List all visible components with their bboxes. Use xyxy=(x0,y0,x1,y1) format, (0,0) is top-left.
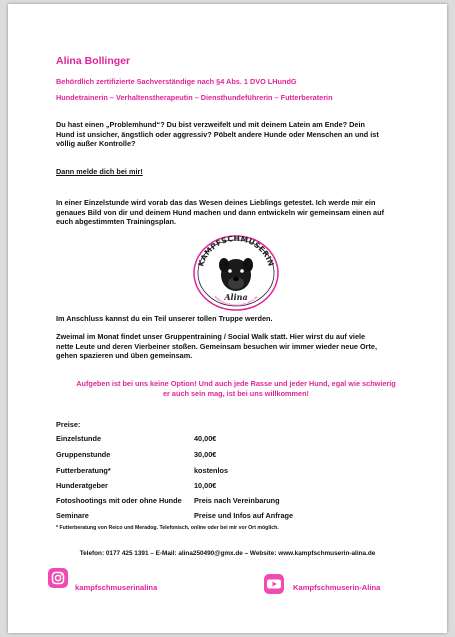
intro-paragraph xyxy=(56,120,379,149)
logo-arc-text: KAMPFSCHMUSERIN xyxy=(196,233,276,268)
instagram-icon[interactable] xyxy=(48,568,68,588)
price-label: Fotoshootings mit oder ohne Hunde xyxy=(56,496,182,505)
price-label: Hunderatgeber xyxy=(56,481,108,490)
price-label: Futterberatung* xyxy=(56,466,111,475)
youtube-channel[interactable]: Kampfschmuserin-Alina xyxy=(293,583,381,592)
logo-name-text: Alina xyxy=(224,292,248,302)
highlight-line: er auch sein mag, ist bei uns willkommen! xyxy=(163,388,309,398)
prices-title: Preise: xyxy=(56,420,81,429)
highlight-paragraph xyxy=(56,379,416,398)
session-line: genaues Bild von dir und deinem Hund machen und dann entwickeln wir gemeinsam einen auf xyxy=(56,207,385,217)
group-line: Zweimal im Monat findet unser Gruppentraining / Social Walk statt. Hier wirst du auf viele xyxy=(56,332,366,341)
price-value: Preise und Infos auf Anfrage xyxy=(194,511,294,520)
document-page xyxy=(8,4,447,633)
author-name: Alina Bollinger xyxy=(56,55,131,67)
price-value: Preis nach Vereinbarung xyxy=(194,496,280,505)
intro-line: völlig außer Kontrolle? xyxy=(56,139,136,148)
logo-url-text: www.kampfschmuserin-alina.de xyxy=(213,294,259,308)
youtube-icon[interactable] xyxy=(264,574,284,594)
group-line: nette Leute und deren Vierbeiner stoßen. Gemeinsam besuchen wir immer wieder neue Orte, xyxy=(56,341,378,351)
price-value: 10,00€ xyxy=(194,481,217,490)
roles-line: Hundetrainerin – Verhaltenstherapeutin – Diensthundeführerin – Futterberaterin xyxy=(56,93,333,102)
price-value: kostenlos xyxy=(194,466,229,475)
price-label: Einzelstunde xyxy=(56,434,102,443)
kampfschmuserin-logo xyxy=(192,231,280,311)
price-label: Gruppenstunde xyxy=(56,450,111,459)
call-to-action xyxy=(56,167,143,177)
session-paragraph xyxy=(56,198,384,227)
footnote: * Futterberatung von Reico und Meradog. Telefonisch, online oder bei mir vor Ort möglich. xyxy=(56,525,279,531)
price-value: 40,00€ xyxy=(194,434,217,443)
session-line: euch abgestimmten Trainingsplan. xyxy=(56,217,177,226)
group-line: gehen spazieren und üben gemeinsam. xyxy=(56,351,193,360)
group-paragraph xyxy=(56,332,377,361)
dog-head-icon xyxy=(219,258,253,291)
call-to-action-text: Dann melde dich bei mir! xyxy=(56,167,143,176)
certification-line: Behördlich zertifizierte Sachverständige nach §4 Abs. 1 DVO LHundG xyxy=(56,77,297,86)
price-value: 30,00€ xyxy=(194,450,217,459)
intro-line: Du hast einen „Problemhund“? Du bist verzweifelt und mit deinem Latein am Ende? Dein xyxy=(56,120,365,129)
contact-line: Telefon: 0177 425 1391 – E-Mail: alina250490@gmx.de – Website: www.kampfschmuserin-alina.de xyxy=(79,550,376,557)
group-intro: Im Anschluss kannst du ein Teil unserer tollen Truppe werden. xyxy=(56,314,273,323)
instagram-handle[interactable]: kampfschmuserinalina xyxy=(75,583,158,592)
price-label: Seminare xyxy=(56,511,89,520)
session-line: In einer Einzelstunde wird vorab das das Wesen deines Lieblings getestet. Ich werde mir ein xyxy=(56,198,376,207)
intro-line: Hund ist unsicher, ängstlich oder aggressiv? Pöbelt andere Hunde oder Menschen an und ist xyxy=(56,129,379,139)
highlight-line: Aufgeben ist bei uns keine Option! Und auch jede Rasse und jeder Hund, egal wie schwierig xyxy=(76,379,396,388)
